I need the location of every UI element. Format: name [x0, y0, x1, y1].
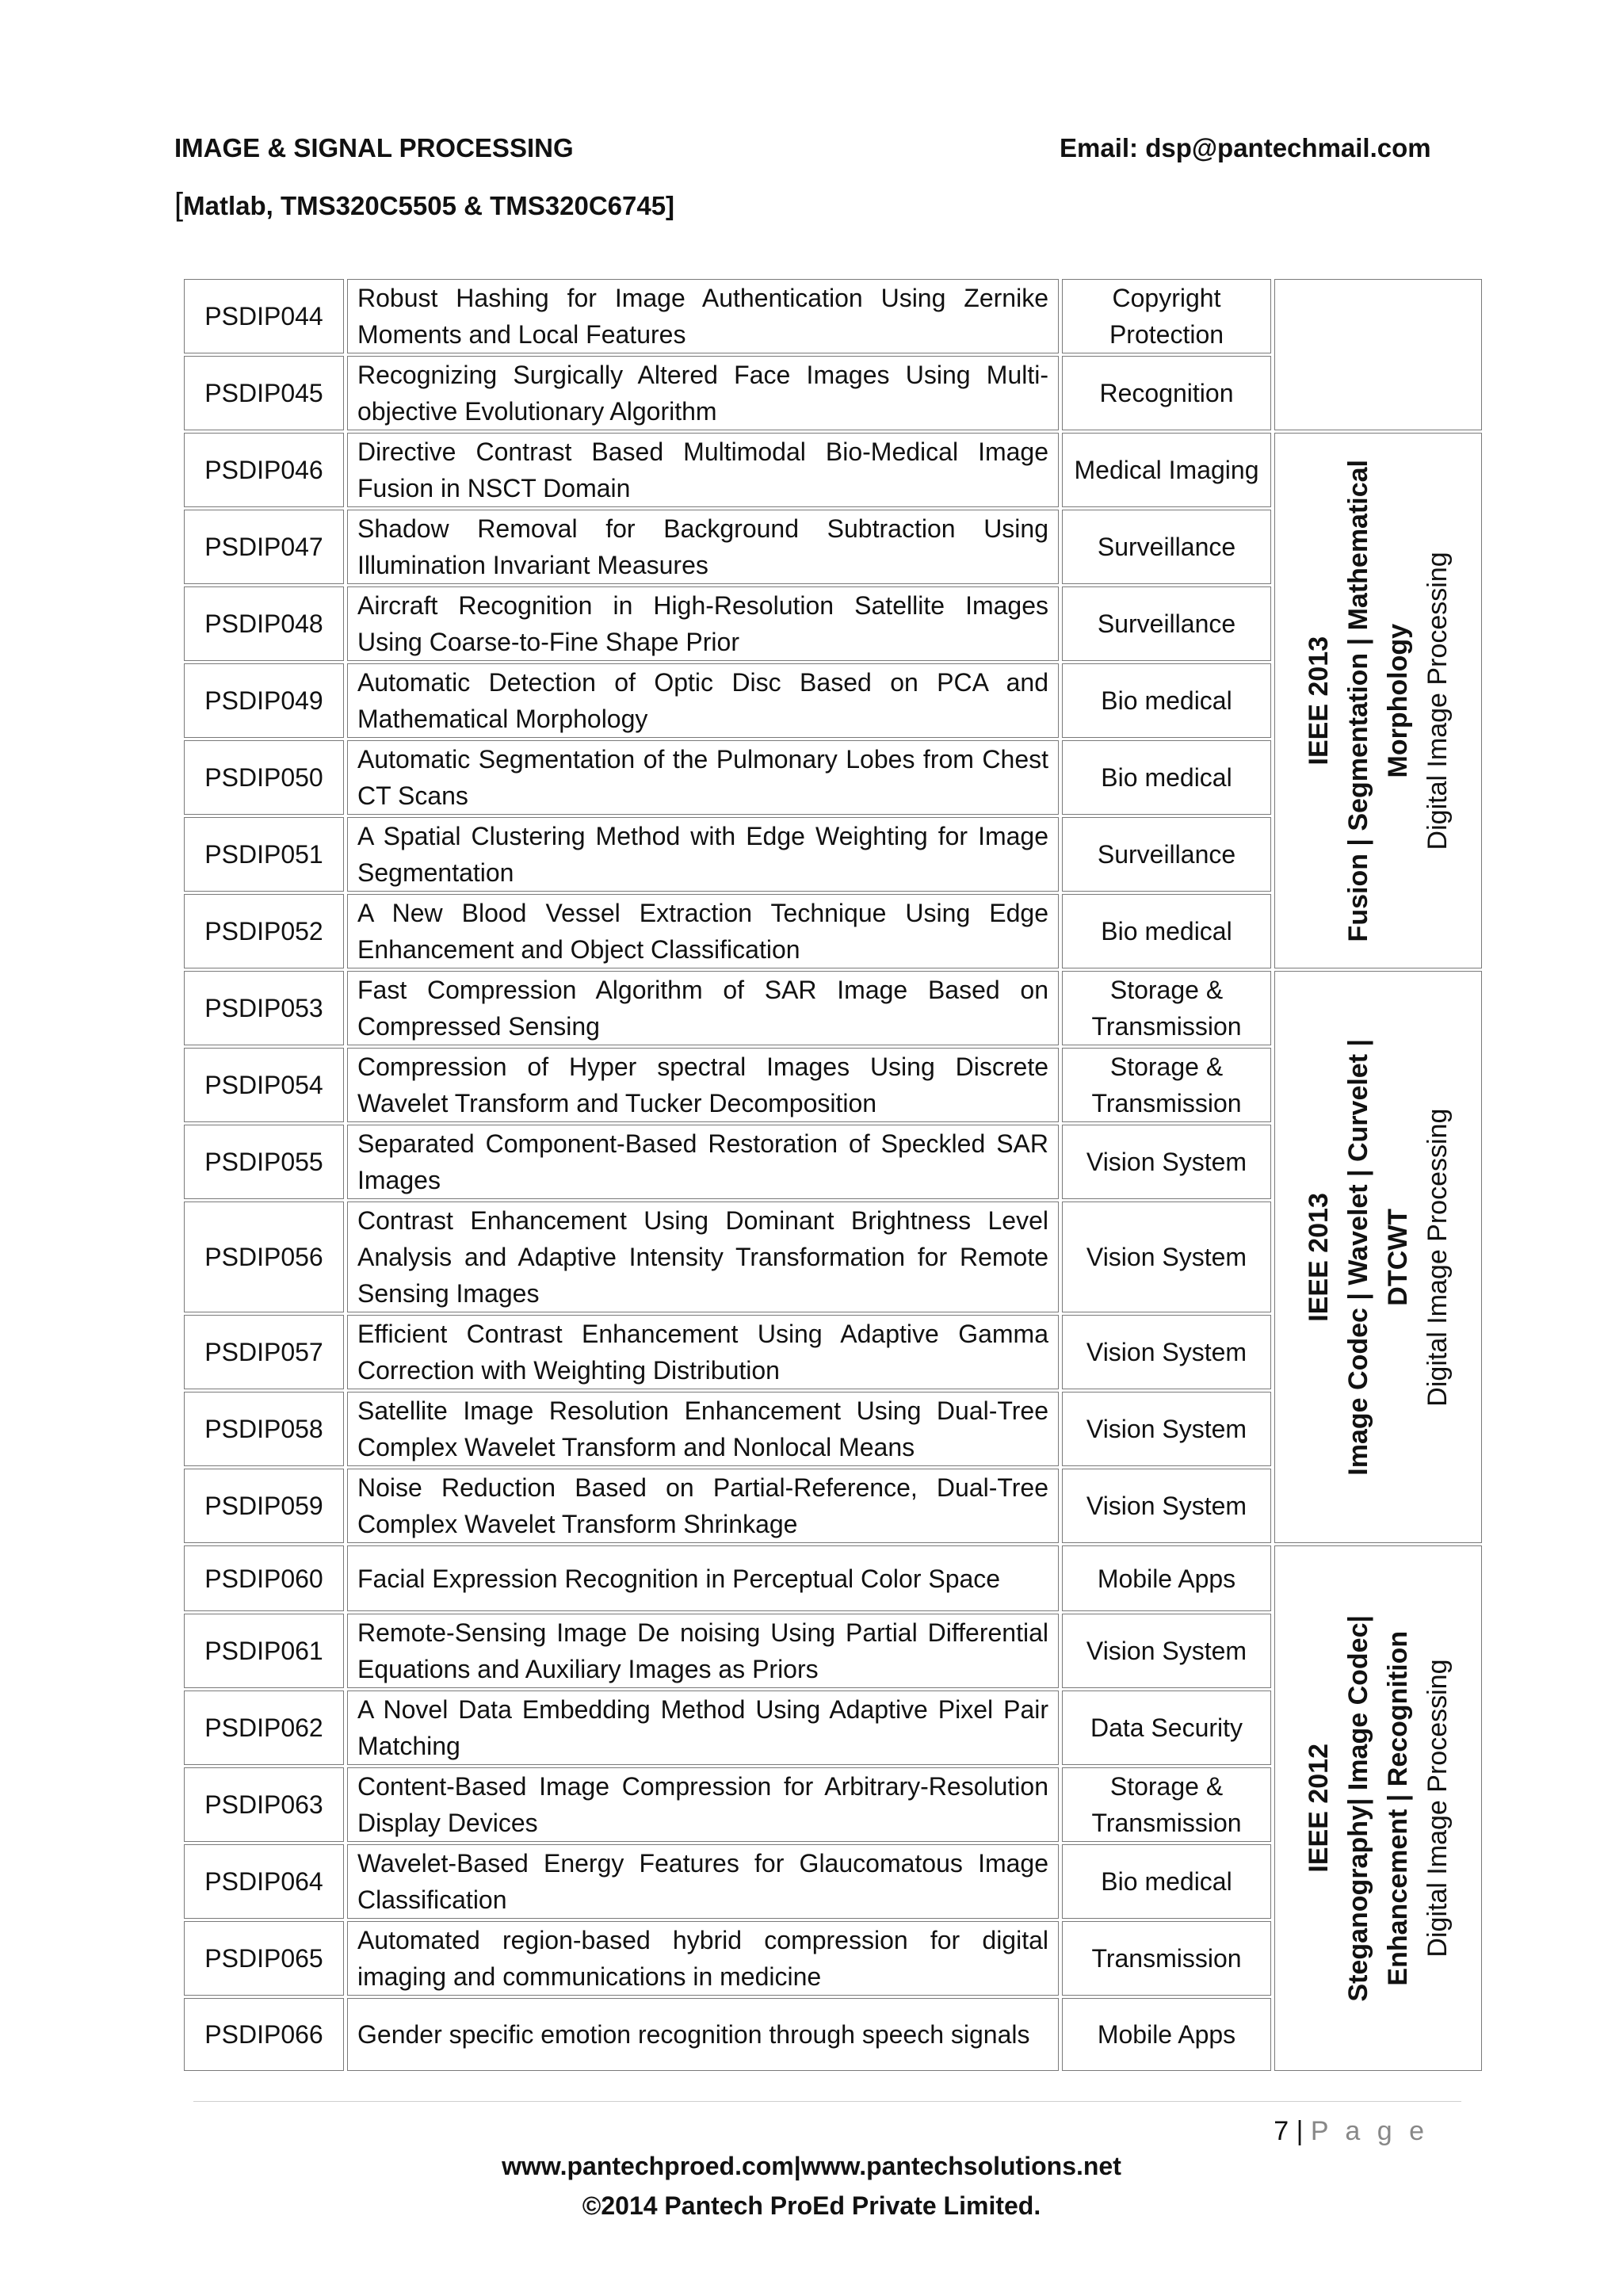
project-code: PSDIP046	[184, 433, 344, 507]
group-topics-2: DTCWT	[1383, 1208, 1413, 1306]
project-application: Mobile Apps	[1062, 1545, 1271, 1611]
group-label	[1299, 1615, 1457, 2002]
group-cell	[1274, 433, 1482, 968]
project-application: Surveillance	[1062, 510, 1271, 584]
project-code: PSDIP055	[184, 1125, 344, 1199]
project-application: Recognition	[1062, 356, 1271, 430]
project-title: Noise Reduction Based on Partial-Reference, Dual-Tree Complex Wavelet Transform Shrinkage	[347, 1469, 1059, 1543]
group-topics-1: Image Codec | Wavelet | Curvelet |	[1343, 1038, 1373, 1476]
project-title: Separated Component-Based Restoration of Speckled SAR Images	[347, 1125, 1059, 1199]
group-topics-2: Morphology	[1383, 623, 1413, 778]
group-year: IEEE 2013	[1304, 1192, 1334, 1322]
project-application: Vision System	[1062, 1392, 1271, 1466]
project-code: PSDIP061	[184, 1614, 344, 1688]
project-code: PSDIP063	[184, 1767, 344, 1842]
project-code: PSDIP045	[184, 356, 344, 430]
project-application: Surveillance	[1062, 586, 1271, 661]
group-label	[1299, 1039, 1457, 1476]
project-title: Automatic Segmentation of the Pulmonary Lobes from Chest CT Scans	[347, 740, 1059, 815]
table-row	[184, 1545, 1482, 1611]
page-label: P a g e	[1310, 2116, 1429, 2146]
group-domain: Digital Image Processing	[1423, 551, 1453, 850]
project-code: PSDIP050	[184, 740, 344, 815]
project-title: Shadow Removal for Background Subtraction Using Illumination Invariant Measures	[347, 510, 1059, 584]
project-code: PSDIP049	[184, 663, 344, 738]
project-application: Bio medical	[1062, 1844, 1271, 1919]
project-application: Bio medical	[1062, 740, 1271, 815]
group-cell	[1274, 971, 1482, 1543]
project-title: Remote-Sensing Image De noising Using Partial Differential Equations and Auxiliary Images as Priors	[347, 1614, 1059, 1688]
subtitle-text: Matlab, TMS320C5505 & TMS320C6745]	[183, 191, 675, 220]
project-code: PSDIP066	[184, 1998, 344, 2071]
project-application: Storage & Transmission	[1062, 1767, 1271, 1842]
project-title: Fast Compression Algorithm of SAR Image Based on Compressed Sensing	[347, 971, 1059, 1045]
project-application: Copyright Protection	[1062, 279, 1271, 353]
project-title: Efficient Contrast Enhancement Using Adaptive Gamma Correction with Weighting Distribution	[347, 1315, 1059, 1389]
project-code: PSDIP058	[184, 1392, 344, 1466]
project-code: PSDIP059	[184, 1469, 344, 1543]
footer-divider	[193, 2101, 1461, 2102]
project-title: Contrast Enhancement Using Dominant Brightness Level Analysis and Adaptive Intensity Transformation for Remote Sensing Images	[347, 1201, 1059, 1312]
project-code: PSDIP064	[184, 1844, 344, 1919]
project-application: Vision System	[1062, 1315, 1271, 1389]
project-application: Vision System	[1062, 1125, 1271, 1199]
page-separator: |	[1296, 2116, 1304, 2146]
table-row	[184, 433, 1482, 507]
project-code: PSDIP052	[184, 894, 344, 968]
group-year: IEEE 2012	[1304, 1744, 1334, 1873]
header-email: Email: dsp@pantechmail.com	[1060, 133, 1431, 162]
subtitle-bracket: [	[174, 187, 184, 222]
group-topics-1: Fusion | Segmentation | Mathematical	[1343, 459, 1373, 942]
project-table	[181, 277, 1485, 2073]
table-row	[184, 971, 1482, 1045]
project-code: PSDIP054	[184, 1048, 344, 1122]
project-code: PSDIP062	[184, 1690, 344, 1765]
project-application: Storage & Transmission	[1062, 971, 1271, 1045]
page-title: IMAGE & SIGNAL PROCESSING	[174, 133, 574, 162]
group-domain: Digital Image Processing	[1423, 1659, 1453, 1958]
project-title: Gender specific emotion recognition through speech signals	[347, 1998, 1059, 2071]
project-title: A New Blood Vessel Extraction Technique Using Edge Enhancement and Object Classification	[347, 894, 1059, 968]
group-label	[1299, 460, 1457, 942]
project-code: PSDIP051	[184, 817, 344, 892]
project-application: Vision System	[1062, 1469, 1271, 1543]
project-code: PSDIP060	[184, 1545, 344, 1611]
project-title: Facial Expression Recognition in Perceptual Color Space	[347, 1545, 1059, 1611]
project-application: Vision System	[1062, 1614, 1271, 1688]
project-application: Bio medical	[1062, 663, 1271, 738]
project-application: Transmission	[1062, 1921, 1271, 1996]
project-application: Bio medical	[1062, 894, 1271, 968]
table-row	[184, 279, 1482, 353]
project-title: Aircraft Recognition in High-Resolution Satellite Images Using Coarse-to-Fine Shape Prior	[347, 586, 1059, 661]
project-code: PSDIP065	[184, 1921, 344, 1996]
group-topics-2: Enhancement | Recognition	[1383, 1630, 1413, 1986]
project-title: Directive Contrast Based Multimodal Bio-Medical Image Fusion in NSCT Domain	[347, 433, 1059, 507]
project-title: Wavelet-Based Energy Features for Glaucomatous Image Classification	[347, 1844, 1059, 1919]
page-number-value: 7	[1274, 2116, 1289, 2146]
footer-copyright: ©2014 Pantech ProEd Private Limited.	[582, 2191, 1041, 2220]
project-application: Mobile Apps	[1062, 1998, 1271, 2071]
group-domain: Digital Image Processing	[1423, 1107, 1453, 1407]
project-title: Automated region-based hybrid compression for digital imaging and communications in medicine	[347, 1921, 1059, 1996]
project-code: PSDIP044	[184, 279, 344, 353]
page-number	[1274, 2116, 1429, 2147]
group-topics-1: Steganography| Image Codec|	[1343, 1614, 1373, 2002]
group-year: IEEE 2013	[1304, 636, 1334, 766]
project-application: Storage & Transmission	[1062, 1048, 1271, 1122]
project-code: PSDIP048	[184, 586, 344, 661]
project-code: PSDIP047	[184, 510, 344, 584]
project-title: Recognizing Surgically Altered Face Images Using Multi-objective Evolutionary Algorithm	[347, 356, 1059, 430]
group-cell-empty	[1274, 279, 1482, 430]
project-code: PSDIP057	[184, 1315, 344, 1389]
project-title: Satellite Image Resolution Enhancement Using Dual-Tree Complex Wavelet Transform and Nonlocal Means	[347, 1392, 1059, 1466]
group-cell	[1274, 1545, 1482, 2071]
project-application: Medical Imaging	[1062, 433, 1271, 507]
project-title: Compression of Hyper spectral Images Using Discrete Wavelet Transform and Tucker Decomposition	[347, 1048, 1059, 1122]
project-application: Data Security	[1062, 1690, 1271, 1765]
project-title: A Spatial Clustering Method with Edge Weighting for Image Segmentation	[347, 817, 1059, 892]
project-title: Robust Hashing for Image Authentication Using Zernike Moments and Local Features	[347, 279, 1059, 353]
project-title: A Novel Data Embedding Method Using Adaptive Pixel Pair Matching	[347, 1690, 1059, 1765]
header-subtitle	[174, 189, 674, 222]
project-code: PSDIP053	[184, 971, 344, 1045]
project-application: Vision System	[1062, 1201, 1271, 1312]
project-code: PSDIP056	[184, 1201, 344, 1312]
project-application: Surveillance	[1062, 817, 1271, 892]
project-title: Content-Based Image Compression for Arbitrary-Resolution Display Devices	[347, 1767, 1059, 1842]
footer-websites: www.pantechproed.com|www.pantechsolutions.net	[502, 2152, 1121, 2180]
project-title: Automatic Detection of Optic Disc Based on PCA and Mathematical Morphology	[347, 663, 1059, 738]
